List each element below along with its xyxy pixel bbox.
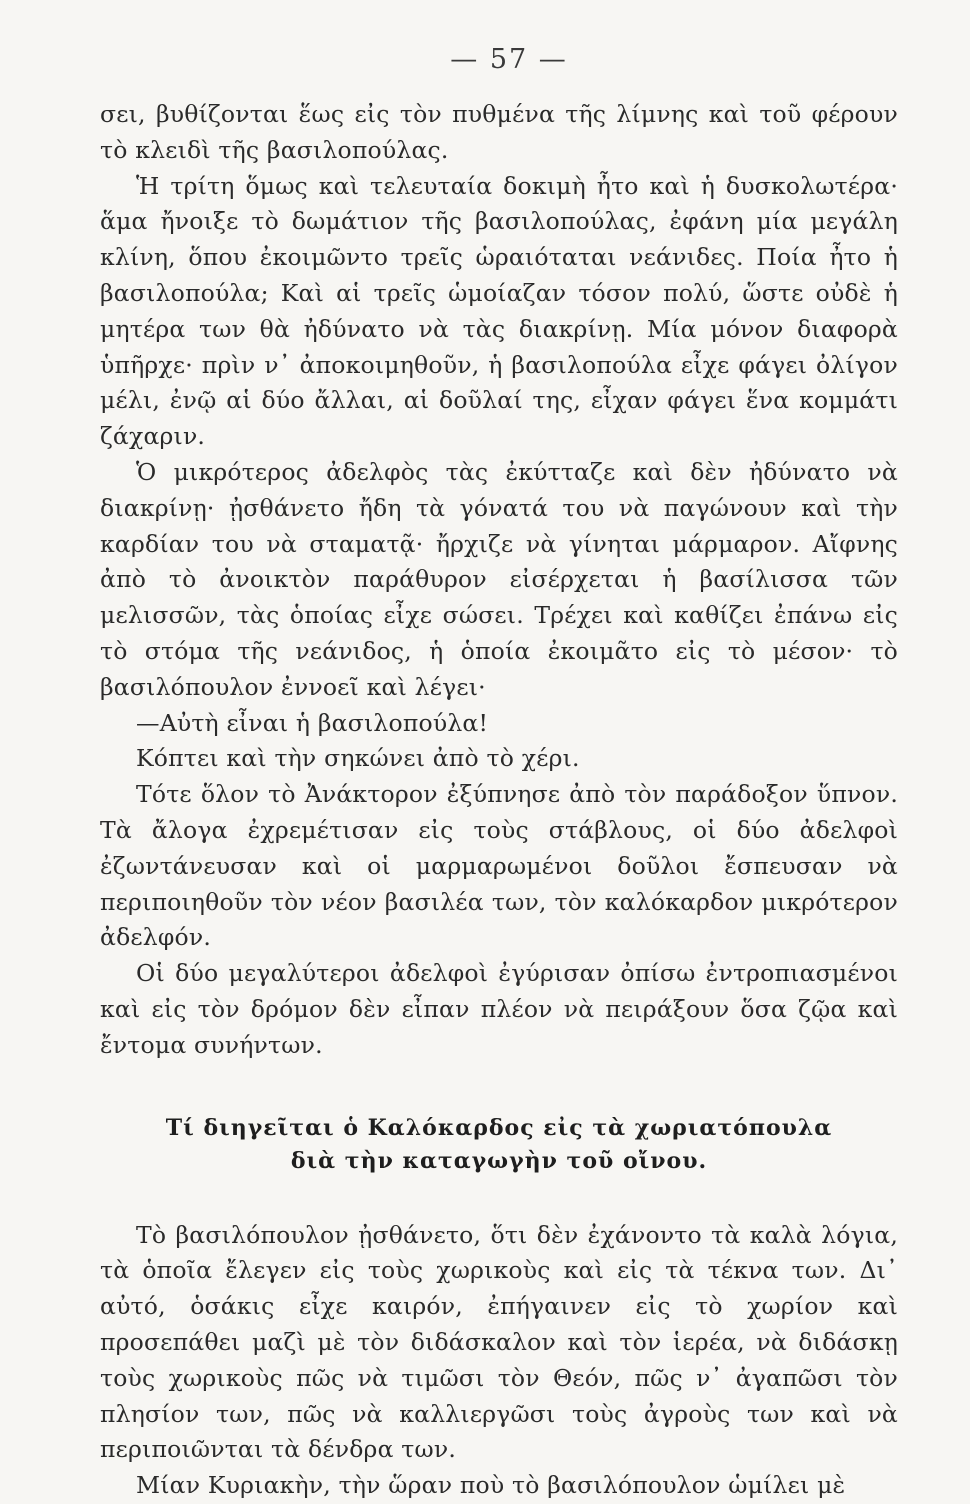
section-heading-line: διὰ τὴν καταγωγὴν τοῦ οἴνου.: [290, 1147, 708, 1174]
section-heading-line: Τί διηγεῖται ὁ Καλόκαρδος εἰς τὰ χωριατόπουλα: [165, 1114, 833, 1141]
paragraph: Ὁ μικρότερος ἀδελφὸς τὰς ἐκύτταζε καὶ δὲν ἠδύνατο νὰ διακρίνῃ· ᾐσθάνετο ἤδη τὰ γόνατά του νὰ παγώνουν καὶ τὴν καρδίαν του νὰ σταματᾷ· ἤρχιζε νὰ γίνηται μάρμαρον. Αἴφνης ἀπὸ τὸ ἀνοικτὸν παράθυρον εἰσέρχεται ἡ βασίλισσα τῶν μελισσῶν, τὰς ὁποίας εἶχε σώσει. Τρέχει καὶ καθίζει ἐπάνω εἰς τὸ στόμα τῆς νεάνιδος, ἡ ὁποία ἐκοιμᾶτο εἰς τὸ μέσον· τὸ βασιλόπουλον ἐννοεῖ καὶ λέγει·: [100, 457, 898, 701]
paragraph: Τότε ὅλον τὸ Ἀνάκτορον ἐξύπνησε ἀπὸ τὸν παράδοξον ὕπνον. Τὰ ἄλογα ἐχρεμέτισαν εἰς τοὺς στάβλους, οἱ δύο ἀδελφοὶ ἐζωντάνευσαν καὶ οἱ μαρμαρωμένοι δοῦλοι ἔσπευσαν νὰ περιποιηθοῦν τὸν νέον βασιλέα των, τὸν καλόκαρδον μικρότερον ἀδελφόν.: [100, 780, 898, 952]
section-heading: [110, 1112, 888, 1178]
body-text-bottom: [100, 1218, 898, 1504]
page-number: — 57 —: [450, 44, 568, 75]
paragraph: σει, βυθίζονται ἕως εἰς τὸν πυθμένα τῆς λίμνης καὶ τοῦ φέρουν τὸ κλειδὶ τῆς βασιλοπούλας.: [100, 100, 898, 164]
paragraph: Κόπτει καὶ τὴν σηκώνει ἀπὸ τὸ χέρι.: [136, 744, 580, 773]
body-text-top: [100, 97, 898, 1064]
paragraph: Μίαν Κυριακὴν, τὴν ὥραν ποὺ τὸ βασιλόπουλον ὡμίλει μὲ: [136, 1471, 846, 1500]
paragraph: Τὸ βασιλόπουλον ᾐσθάνετο, ὅτι δὲν ἐχάνοντο τὰ καλὰ λόγια, τὰ ὁποῖα ἔλεγεν εἰς τοὺς χωρικοὺς καὶ εἰς τὰ τέκνα των. Δι᾽ αὐτό, ὁσάκις εἶχε καιρόν, ἐπήγαινεν εἰς τὸ χωρίον καὶ προσεπάθει μαζὶ μὲ τὸν διδάσκαλον καὶ τὸν ἱερέα, νὰ διδάσκῃ τοὺς χωρικοὺς πῶς νὰ τιμῶσι τὸν Θεόν, πῶς ν᾽ ἀγαπῶσι τὸν πλησίον των, πῶς νὰ καλλιεργῶσι τοὺς ἀγροὺς των καὶ νὰ περιποιῶνται τὰ δένδρα των.: [100, 1220, 898, 1464]
paragraph: Οἱ δύο μεγαλύτεροι ἀδελφοὶ ἐγύρισαν ὀπίσω ἐντροπιασμένοι καὶ εἰς τὸν δρόμον δὲν εἶπαν πλέον νὰ πειράξουν ὅσα ζῷα καὶ ἔντομα συνήντων.: [100, 959, 898, 1059]
paragraph: —Αὐτὴ εἶναι ἡ βασιλοπούλα!: [136, 708, 489, 737]
paragraph: Ἡ τρίτη ὅμως καὶ τελευταία δοκιμὴ ἦτο καὶ ἡ δυσκολωτέρα· ἅμα ἤνοιξε τὸ δωμάτιον τῆς βασιλοπούλας, ἐφάνη μία μεγάλη κλίνη, ὅπου ἐκοιμῶντο τρεῖς ὡραιόταται νεάνιδες. Ποία ἦτο ἡ βασιλοπούλα; Καὶ αἱ τρεῖς ὡμοίαζαν τόσον πολύ, ὥστε οὐδὲ ἡ μητέρα των θὰ ἠδύνατο νὰ τὰς διακρίνῃ. Μία μόνον διαφορὰ ὑπῆρχε· πρὶν ν᾽ ἀποκοιμηθοῦν, ἡ βασιλοπούλα εἶχε φάγει ὀλίγον μέλι, ἐνῷ αἱ δύο ἄλλαι, αἱ δοῦλαί της, εἶχαν φάγει ἕνα κομμάτι ζάχαριν.: [100, 171, 898, 451]
